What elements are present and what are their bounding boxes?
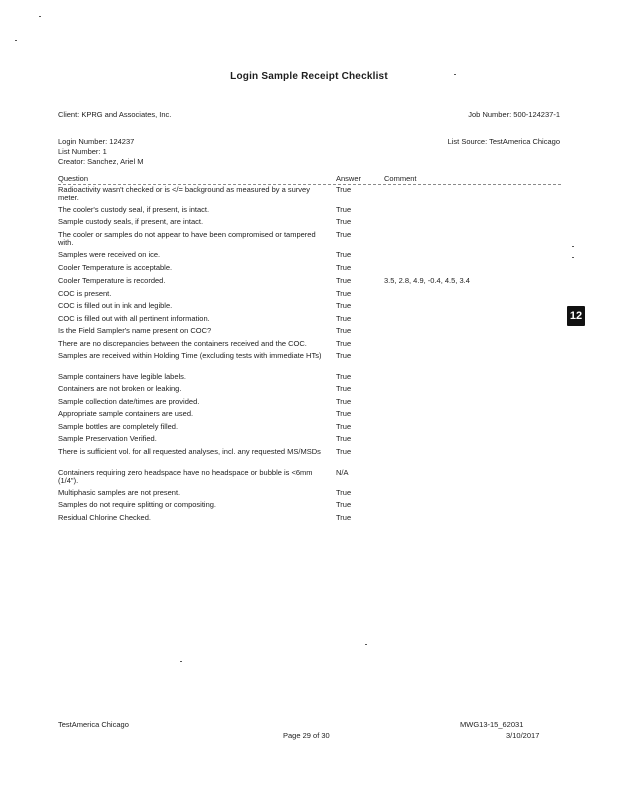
- row-answer: True: [336, 422, 352, 431]
- row-answer: True: [336, 500, 352, 509]
- row-answer: True: [336, 326, 352, 335]
- checklist-table: [58, 186, 578, 526]
- row-question: Samples do not require splitting or compositing.: [58, 500, 216, 509]
- row-question: COC is filled out with all pertinent information.: [58, 314, 210, 323]
- row-question: Sample Preservation Verified.: [58, 434, 157, 443]
- row-answer: True: [336, 276, 352, 285]
- row-answer: N/A: [336, 468, 349, 477]
- footer-date: 3/10/2017: [506, 731, 540, 740]
- footer-page-number: Page 29 of 30: [283, 731, 330, 740]
- row-answer: True: [336, 339, 352, 348]
- row-question: Samples are received within Holding Time (excluding tests with immediate HTs): [58, 351, 322, 360]
- row-question: Cooler Temperature is acceptable.: [58, 263, 173, 272]
- row-answer: True: [336, 351, 352, 360]
- column-header-answer: Answer: [336, 174, 362, 183]
- client-name: Client: KPRG and Associates, Inc.: [58, 110, 172, 119]
- row-question: Radioactivity wasn't checked or is </= background as measured by a survey meter.: [58, 185, 310, 203]
- row-answer: True: [336, 205, 352, 214]
- footer-doc-id: MWG13-15_62031: [460, 720, 524, 729]
- table-row: [58, 514, 578, 526]
- job-number: Job Number: 500-124237-1: [468, 110, 560, 119]
- row-question: There are no discrepancies between the containers received and the COC.: [58, 339, 307, 348]
- table-row: [58, 186, 578, 206]
- scan-speck: [365, 644, 367, 645]
- row-answer: True: [336, 185, 352, 194]
- row-answer: True: [336, 314, 352, 323]
- table-row: [58, 352, 578, 373]
- column-header-comment: Comment: [384, 174, 417, 183]
- list-number: List Number: 1: [58, 147, 107, 156]
- row-question: The cooler or samples do not appear to have been compromised or tampered with.: [58, 230, 316, 248]
- row-answer: True: [336, 301, 352, 310]
- row-answer: True: [336, 230, 352, 239]
- table-row: [58, 469, 578, 489]
- row-question: Sample custody seals, if present, are intact.: [58, 217, 204, 226]
- footer-lab: TestAmerica Chicago: [58, 720, 129, 729]
- row-answer: True: [336, 447, 352, 456]
- row-answer: True: [336, 217, 352, 226]
- row-question: Sample collection date/times are provided.: [58, 397, 200, 406]
- row-question: Cooler Temperature is recorded.: [58, 276, 166, 285]
- row-comment: 3.5, 2.8, 4.9, -0.4, 4.5, 3.4: [384, 276, 470, 285]
- row-question: Appropriate sample containers are used.: [58, 409, 194, 418]
- scan-speck: [15, 40, 17, 41]
- page-title: Login Sample Receipt Checklist: [230, 71, 388, 82]
- table-row: [58, 231, 578, 251]
- row-question: Sample containers have legible labels.: [58, 372, 186, 381]
- row-answer: True: [336, 384, 352, 393]
- section-tab: 12: [567, 306, 585, 326]
- row-question: Residual Chlorine Checked.: [58, 513, 151, 522]
- row-answer: True: [336, 488, 352, 497]
- row-question: Containers requiring zero headspace have no headspace or bubble is <6mm (1/4").: [58, 468, 313, 486]
- column-header-question: Question: [58, 174, 89, 183]
- row-answer: True: [336, 434, 352, 443]
- creator: Creator: Sanchez, Ariel M: [58, 157, 144, 166]
- row-question: COC is filled out in ink and legible.: [58, 301, 173, 310]
- row-answer: True: [336, 250, 352, 259]
- row-answer: True: [336, 263, 352, 272]
- row-question: Multiphasic samples are not present.: [58, 488, 181, 497]
- row-question: Sample bottles are completely filled.: [58, 422, 179, 431]
- row-answer: True: [336, 409, 352, 418]
- login-number: Login Number: 124237: [58, 137, 135, 146]
- row-answer: True: [336, 397, 352, 406]
- table-row: [58, 277, 578, 290]
- row-answer: True: [336, 513, 352, 522]
- row-question: COC is present.: [58, 289, 112, 298]
- row-answer: True: [336, 289, 352, 298]
- row-question: The cooler's custody seal, if present, is intact.: [58, 205, 210, 214]
- scan-speck: [39, 16, 41, 17]
- list-source: List Source: TestAmerica Chicago: [447, 137, 560, 146]
- row-question: Samples were received on ice.: [58, 250, 161, 259]
- table-row: [58, 448, 578, 469]
- scan-speck: [180, 661, 182, 662]
- row-question: There is sufficient vol. for all requested analyses, incl. any requested MS/MSDs: [58, 447, 321, 456]
- row-question: Containers are not broken or leaking.: [58, 384, 182, 393]
- row-question: Is the Field Sampler's name present on COC?: [58, 326, 212, 335]
- row-answer: True: [336, 372, 352, 381]
